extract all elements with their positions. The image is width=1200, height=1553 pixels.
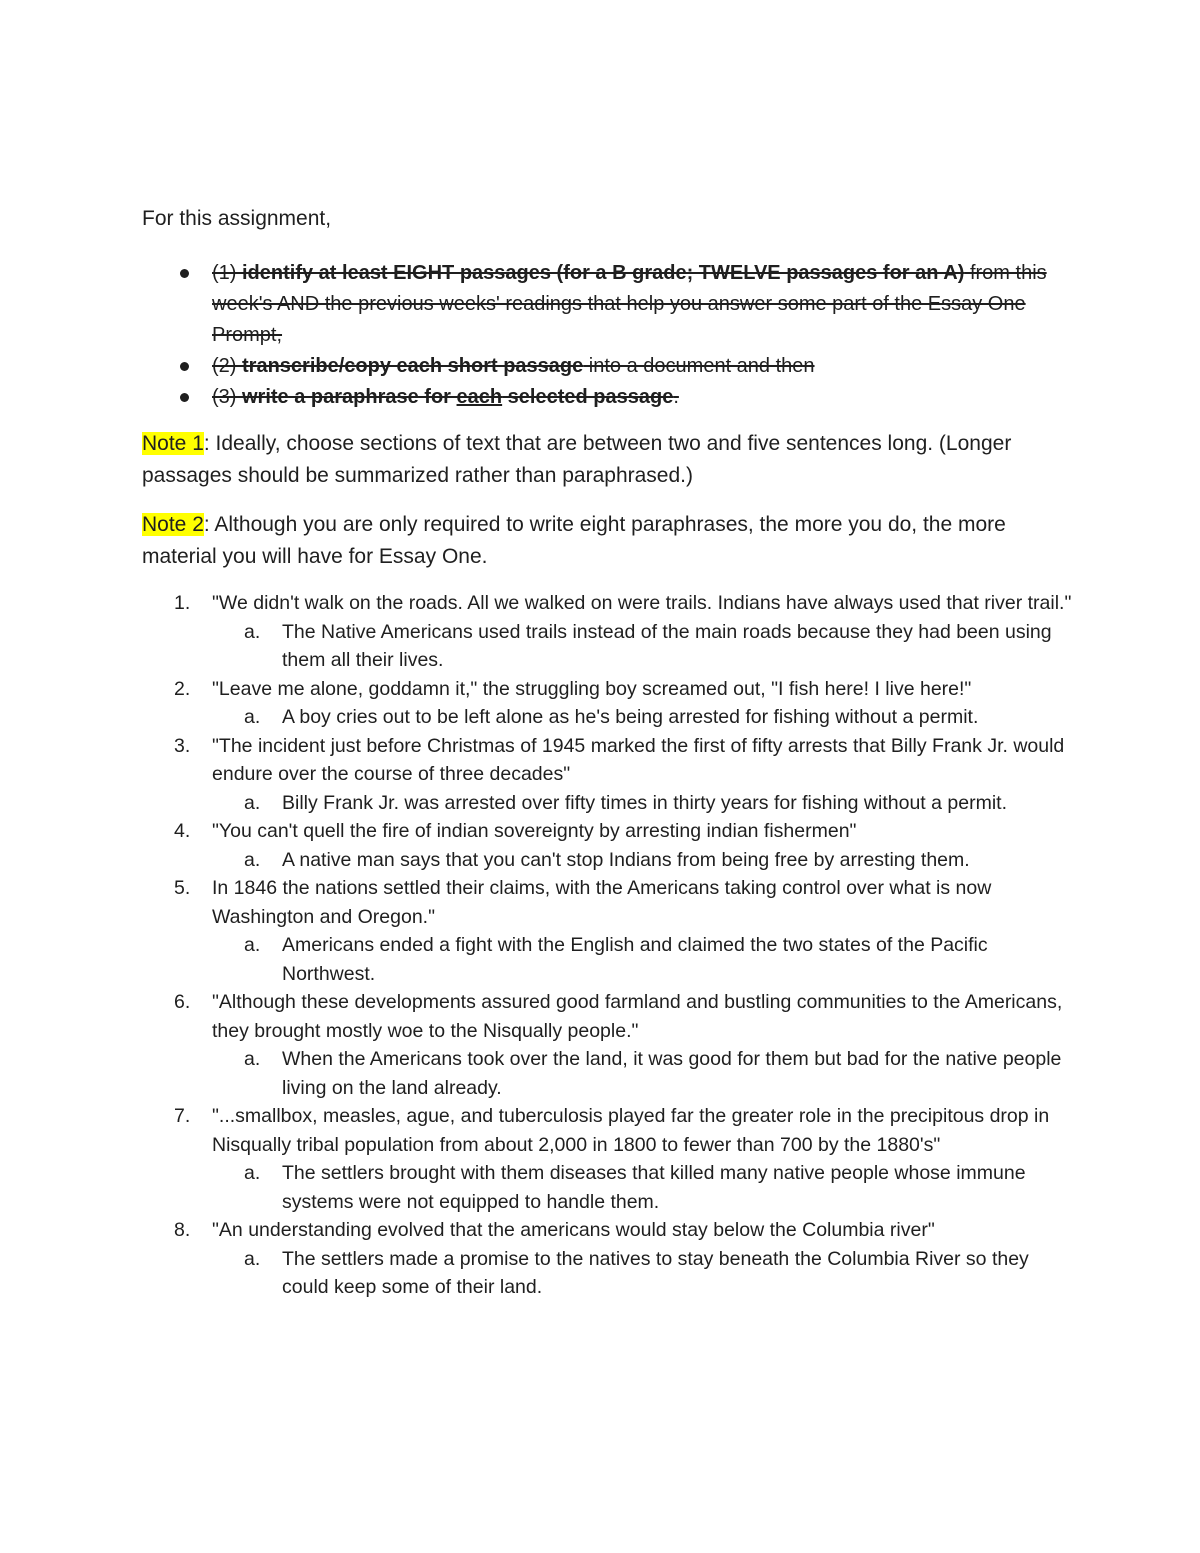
paraphrase-text: The settlers made a promise to the natives to stay beneath the Columbia River so they could keep some of their land. [282, 1247, 1029, 1298]
item-number: 3. [174, 734, 191, 757]
passage-item [142, 1102, 1072, 1216]
note-2 [142, 509, 1062, 573]
passage-item [142, 874, 1072, 988]
note-text: : Ideally, choose sections of text that are between two and five sentences long. (Longer passages should be summarized rather than paraphrased.) [142, 432, 1012, 487]
paraphrase-text: Billy Frank Jr. was arrested over fifty times in thirty years for fishing without a permit. [282, 791, 1007, 814]
passage-list [142, 589, 1072, 1302]
passage-quote: "Although these developments assured good farmland and bustling communities to the Americans, they brought mostly woe to the Nisqually people." [212, 991, 1063, 1042]
item-number: 5. [174, 877, 191, 899]
paraphrase-text: The settlers brought with them diseases that killed many native people whose immune systems were not equipped to handle them. [282, 1162, 1026, 1213]
passage-quote: "An understanding evolved that the americans would stay below the Columbia river" [212, 1219, 935, 1241]
intro-text: For this assignment, [142, 207, 332, 230]
note-text: : Although you are only required to write eight paraphrases, the more you do, the more material you will have for Essay One. [142, 513, 1006, 568]
note-label: Note 1 [142, 432, 204, 455]
paraphrase-text: When the Americans took over the land, it was good for them but bad for the native people living on the land already. [282, 1048, 1062, 1099]
sub-letter: a. [244, 1247, 261, 1270]
passage-item [142, 589, 1072, 675]
sub-letter: a. [244, 1048, 261, 1070]
passage-quote: "The incident just before Christmas of 1945 marked the first of fifty arrests that Billy Frank Jr. would endure over the course of three decades" [212, 734, 1065, 785]
item-number: 6. [174, 991, 191, 1013]
note-label: Note 2 [142, 513, 204, 536]
note-1 [142, 428, 1062, 492]
paraphrase [212, 1245, 1072, 1302]
sub-letter: a. [244, 1162, 261, 1184]
sub-letter: a. [244, 706, 261, 728]
instruction-bold: identify at least EIGHT passages (for a B grade; TWELVE passages for an A) [242, 262, 965, 284]
instruction-bold: transcribe/copy each short passage [242, 355, 584, 377]
passage-quote: "Leave me alone, goddamn it," the struggling boy screamed out, "I fish here! I live here!" [212, 677, 972, 700]
passage-quote: "...smallbox, measles, ague, and tuberculosis played far the greater role in the precipitous drop in Nisqually tribal population from about 2,000 in 1800 to fewer than 700 by the 1880's" [212, 1105, 1050, 1156]
instruction-bold: write a paraphrase for each selected passage [242, 386, 674, 408]
passage-quote: "You can't quell the fire of indian sovereignty by arresting indian fishermen" [212, 820, 857, 842]
paraphrase [212, 1159, 1072, 1216]
paraphrase [212, 931, 1072, 988]
passage-item [142, 675, 1072, 732]
paraphrase-text: The Native Americans used trails instead of the main roads because they had been using them all their lives. [282, 620, 1052, 671]
passage-quote: "We didn't walk on the roads. All we walked on were trails. Indians have always used that river trail." [212, 592, 1072, 614]
bullet-icon [180, 393, 189, 402]
paraphrase [212, 703, 1072, 732]
paraphrase-text: A boy cries out to be left alone as he's being arrested for fishing without a permit. [282, 706, 979, 728]
paraphrase-text: A native man says that you can't stop Indians from being free by arresting them. [282, 848, 970, 871]
sub-letter: a. [244, 791, 261, 814]
item-number: 2. [174, 677, 191, 700]
item-number: 8. [174, 1219, 191, 1241]
instruction-item-1: (1) identify at least EIGHT passages (for a B grade; TWELVE passages for an A) from this week's AND the previous weeks' readings that help you answer some part of the Essay One Prompt, [142, 258, 1062, 351]
paraphrase [212, 1045, 1072, 1102]
bullet-icon [180, 269, 189, 278]
paraphrase [212, 618, 1072, 675]
passage-item [142, 732, 1072, 818]
sub-letter: a. [244, 620, 261, 643]
passage-item [142, 1216, 1072, 1302]
passage-item [142, 988, 1072, 1102]
bullet-icon [180, 362, 189, 371]
item-number: 4. [174, 820, 191, 842]
paraphrase [212, 846, 1072, 875]
instruction-item-3: (3) write a paraphrase for each selected passage. [142, 382, 1062, 413]
sub-letter: a. [244, 934, 261, 956]
item-number: 1. [174, 592, 191, 614]
passage-quote: In 1846 the nations settled their claims, with the Americans taking control over what is now Washington and Oregon." [212, 877, 992, 928]
passage-item [142, 817, 1072, 874]
instruction-list [142, 258, 1062, 413]
item-number: 7. [174, 1105, 191, 1127]
paraphrase-text: Americans ended a fight with the English and claimed the two states of the Pacific Northwest. [282, 934, 988, 985]
sub-letter: a. [244, 848, 261, 871]
instruction-item-2: (2) transcribe/copy each short passage into a document and then [142, 351, 1062, 382]
paraphrase [212, 789, 1072, 818]
